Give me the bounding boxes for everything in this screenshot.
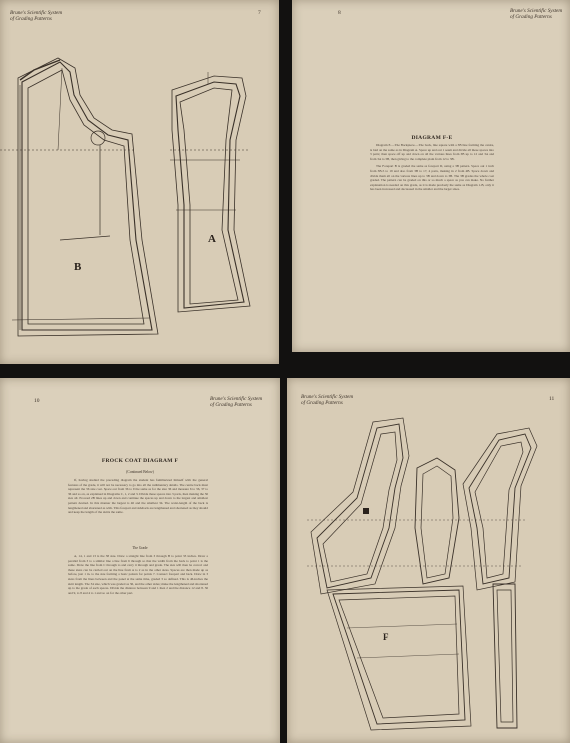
running-header: Brune's Scientific System of Grading Patterns (210, 396, 263, 408)
diagram-b-label: B (74, 261, 82, 273)
pattern-diagram-f (287, 378, 570, 743)
section-subtitle: (Continued Below) (126, 470, 154, 474)
page-bottom-left (0, 378, 280, 743)
diagram-f-label: F (383, 632, 389, 642)
page-number: 7 (258, 10, 261, 16)
page-top-left (0, 0, 279, 364)
section-subtitle: The Grade (132, 546, 148, 550)
paragraph: A, 14, 1 and 13 is the 38 size. Draw a straight line from 3 through B to point 33 inches. Draw a parallel from 3 to a similar line a line from 6 through so that the width from the back to point 1 is the same. Draw the line from C through to and carry it through and grade. The size will then be correct and these sizes can be carried out on the line from A to 2 as in the other sizes. Spaces are then made up as before, just 1 in. to the size forming a basic pattern for points 7. Connect forepart and back. Draw in 3 sizes from the lines between and the panel at the same time, graded 3 so defined. This is 46-inches the skirt length. The 34 size, which was graded as 36, and the other sides; make the lengthened and shortened up to the grade of each spaces. Divide the distance between 9 and 1 then 2 and the distance 12 and 8. 36 and 9, to 8 and 4 to 1 and so on for the other part. (68, 554, 208, 595)
section-title: DIAGRAM F-E (411, 135, 453, 141)
running-header: Brune's Scientific System of Grading Patterns (301, 394, 354, 406)
page-top-right (292, 0, 570, 352)
running-header: Brune's Scientific System of Grading Patterns (10, 10, 63, 22)
running-header: Brune's Scientific System of Grading Patterns (510, 8, 563, 20)
page-bottom-right (287, 378, 570, 743)
section-title: FROCK COAT DIAGRAM F (101, 458, 179, 464)
paragraph: If, having studied the preceding diagram the student has familiarized himself with the general features of the grade, it will not be necessary to go into all the rudimentary details. The centre back must represent the 36 size coat. Space out from 36 to 9 the same as for the size 36 and measure 6 to 36, 37 to 36 and so on, as explained in Diagrams C, 1, 2 and 3. Divide these spaces into 3 parts, then making the 36 size all. Proceed 2B lines up and down and continue the spaces up and down to the largest and smallest pattern desired. In this manner the largest is 46 and the smallest 34. The waist-length of the back is lengthened and shortened as with. This forepart and sideback are lengthened and shortened as they should and keep the length of the skirts the same. (68, 478, 208, 515)
page-number: 8 (338, 10, 341, 16)
diagram-a-label: A (208, 233, 216, 245)
page-number: 10 (34, 398, 40, 404)
pattern-diagram-b-a (0, 0, 279, 364)
page-number: 11 (549, 396, 555, 402)
body-text-1 (68, 478, 208, 517)
pattern-marker (363, 508, 369, 514)
paragraph: The Forepart B is graded the same as forepart D, using a 3B pattern. Space out 1 inch from 3B-5 to 19 and also from 3B to 17, 4 parts, making in 2 from 4B. Space down and divide them all on the various lines up to 3B and down to 3B. The 3B grades the whole coat graded. The pattern can be graded on this or so much a space as you can make. No further explanation is needed on this grade, as it is made precisely the same as Diagram 1-B, only it has been increased and decreased in the smaller and the larger sizes. (370, 164, 494, 192)
body-text (370, 143, 494, 195)
body-text-2 (68, 554, 208, 597)
paragraph: Diagram E.—The Backpiece.—The back, line square with a 3B line forming the centre, is laid on the same as in Diagram A. Space up and out 1 seam and divide all these spaces into 3 parts; then space off up and down on all the various lines from 3B up to 12 and 3A and from 3A to 3B, then giving to the complete plain from 12 to 3B. (370, 143, 494, 161)
